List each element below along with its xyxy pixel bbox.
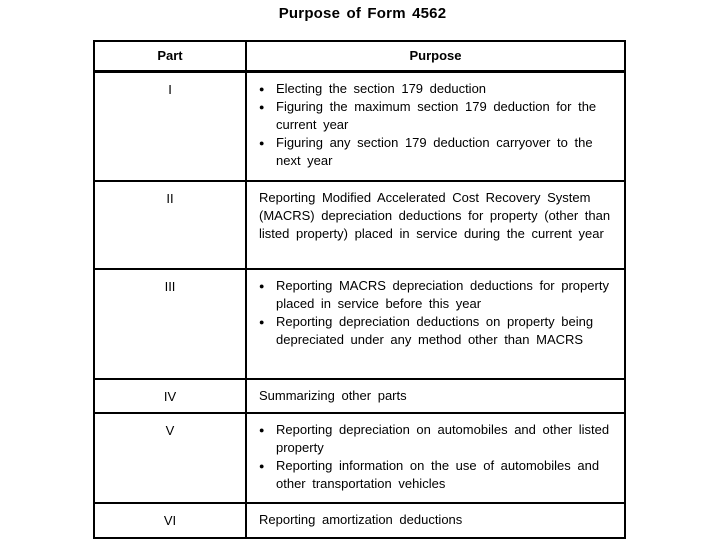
purpose-table [93,40,626,539]
purpose-text: Figuring the maximum section 179 deduction for the current year [276,98,597,132]
header-row [94,41,625,71]
purpose-text: Reporting information on the use of automobiles and other transportation vehicles [276,458,600,491]
purpose-item [259,313,614,349]
purpose-text: Reporting depreciation deductions on property being depreciated under any method other than MACRS [276,314,594,347]
purpose-cell [246,181,625,269]
purpose-cell [246,503,625,538]
purpose-cell [246,413,625,503]
column-header-part: Part [94,41,246,71]
column-header-purpose: Purpose [246,41,625,71]
purpose-item [259,80,614,98]
purpose-cell [246,269,625,379]
part-cell: IV [94,379,246,413]
page-title: Purpose of Form 4562 [278,5,447,22]
bullet-icon: ● [259,317,265,327]
part-cell: I [94,71,246,181]
table-row [94,269,625,379]
part-cell: VI [94,503,246,538]
bullet-icon: ● [259,461,265,471]
table-body [94,71,625,538]
table-header [94,41,625,71]
purpose-text: Summarizing other parts [259,388,407,403]
purpose-item [259,189,614,243]
purpose-item [259,457,614,493]
purpose-item [259,387,614,405]
purpose-item [259,511,614,529]
purpose-item [259,98,614,134]
purpose-text: Figuring any section 179 deduction carryover to the next year [276,134,593,168]
part-cell: V [94,413,246,503]
purpose-text: Reporting amortization deductions [259,512,463,527]
purpose-item [259,134,614,170]
bullet-icon: ● [259,281,265,291]
table-row [94,379,625,413]
purpose-text: Reporting Modified Accelerated Cost Recovery System (MACRS) depreciation deductions for property (other than listed property) placed in service during the current year [259,190,611,241]
bullet-icon: ● [259,101,265,112]
purpose-cell [246,71,625,181]
purpose-text: Reporting MACRS depreciation deductions for property placed in service before this year [276,278,609,311]
table-row [94,413,625,503]
purpose-text: Reporting depreciation on automobiles and other listed property [276,422,610,455]
table-row [94,181,625,269]
table-row [94,503,625,538]
purpose-item [259,421,614,457]
purpose-text: Electing the section 179 deduction [276,80,487,96]
table-row [94,71,625,181]
bullet-icon: ● [259,83,265,94]
bullet-icon: ● [259,137,265,148]
purpose-cell [246,379,625,413]
bullet-icon: ● [259,425,265,435]
part-cell: III [94,269,246,379]
part-cell: II [94,181,246,269]
purpose-item [259,277,614,313]
